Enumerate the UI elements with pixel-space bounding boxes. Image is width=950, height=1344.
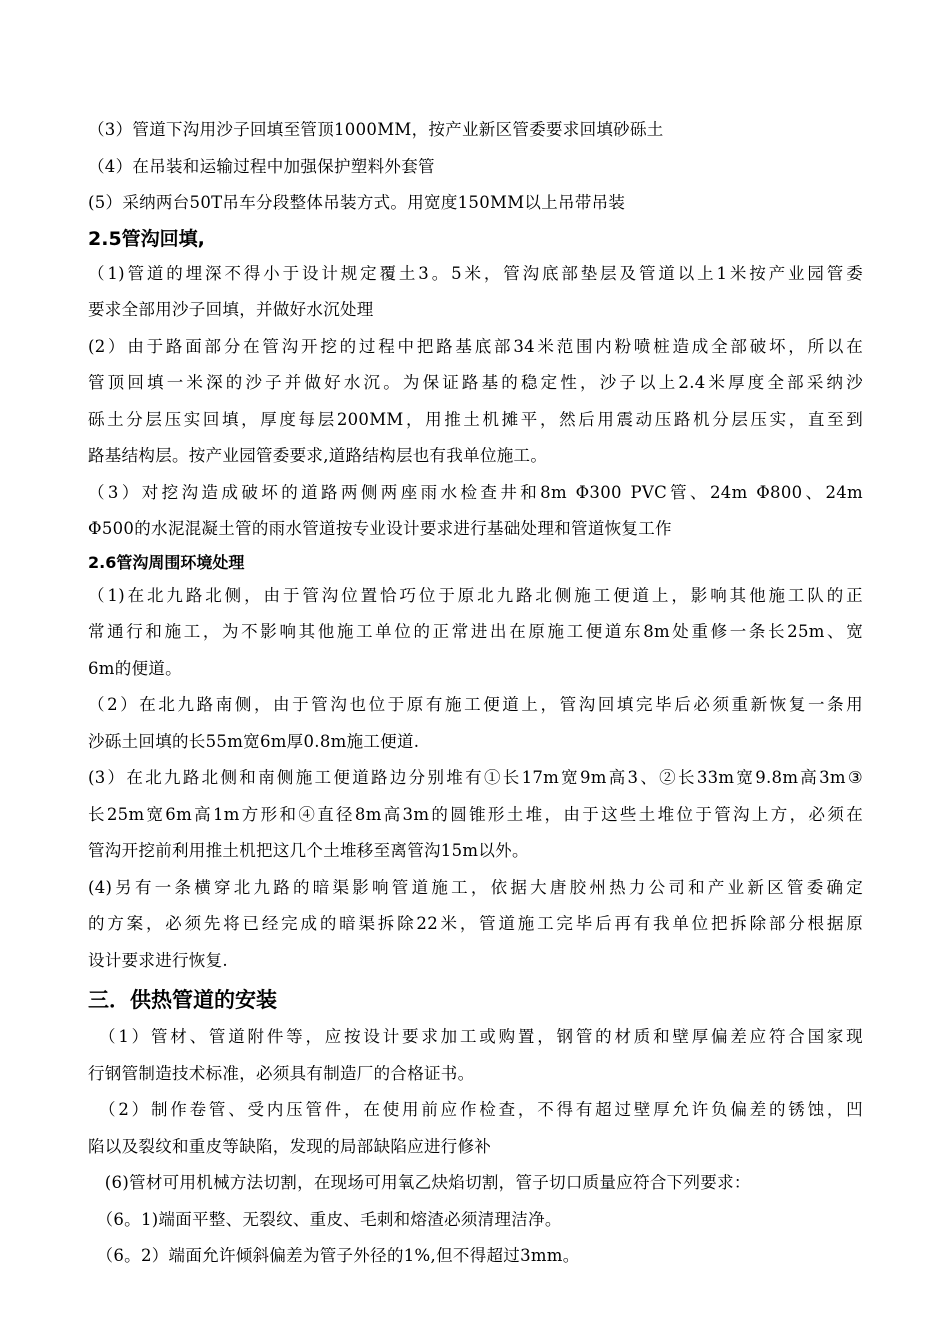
document-page	[88, 112, 863, 1275]
paragraph-line: 要求全部用沙子回填，并做好水沉处理	[88, 300, 374, 319]
paragraph-line: （1）管材、管道附件等，应按设计要求加工或购置，钢管的材质和壁厚偏差应符合国家现	[88, 1027, 863, 1046]
paragraph-line: 常通行和施工，为不影响其他施工单位的正常进出在原施工便道东8m处重修一条长25m、宽	[88, 622, 863, 641]
paragraph-line: （1)管道的埋深不得小于设计规定覆土3。5米，管沟底部垫层及管道以上1米按产业园管委	[88, 263, 863, 283]
paragraph-line: （6。1)端面平整、无裂纹、重皮、毛刺和熔渣必须清理洁净。	[88, 1209, 562, 1229]
paragraph-line: (5）采纳两台50T吊车分段整体吊装方式。用宽度150MM以上吊带吊装	[88, 193, 626, 212]
section-heading-2-6: 2.6管沟周围环境处理	[88, 552, 245, 572]
paragraph-line: 6m的便道。	[88, 658, 182, 678]
section-heading-2-5: 2.5管沟回填,	[88, 227, 205, 250]
paragraph-line: 行钢管制造技术标准，必须具有制造厂的合格证书。	[88, 1063, 475, 1083]
paragraph-line: （3）对挖沟造成破坏的道路两侧两座雨水检查井和8m Φ300 PVC管、24m Φ800、24m	[88, 482, 863, 502]
paragraph-line: (4)另有一条横穿北九路的暗渠影响管道施工，依据大唐胶州热力公司和产业新区管委确定	[88, 877, 863, 897]
paragraph-line: (6)管材可用机械方法切割，在现场可用氧乙炔焰切割，管子切口质量应符合下列要求：	[88, 1173, 751, 1192]
paragraph-line: （6。2）端面允许倾斜偏差为管子外径的1%,但不得超过3mm。	[88, 1246, 580, 1265]
paragraph-line: 设计要求进行恢复.	[88, 950, 228, 970]
paragraph-line: (3）在北九路北侧和南侧施工便道路边分别堆有①长17m宽9m高3、②长33m宽9.8m高3m③	[88, 768, 863, 787]
paragraph-line: 路基结构层。按产业园管委要求,道路结构层也有我单位施工。	[88, 446, 548, 465]
paragraph-line: （2）在北九路南侧，由于管沟也位于原有施工便道上，管沟回填完毕后必须重新恢复一条用	[88, 695, 863, 714]
paragraph-line: 砾土分层压实回填，厚度每层200MM，用推土机摊平，然后用震动压路机分层压实，直至到	[88, 409, 863, 429]
paragraph-line: Φ500的水泥混凝土管的雨水管道按专业设计要求进行基础处理和管道恢复工作	[88, 519, 672, 538]
paragraph-line: (2）由于路面部分在管沟开挖的过程中把路基底部34米范围内粉喷桩造成全部破坏，所以在	[88, 336, 863, 356]
paragraph-line: 管沟开挖前利用推土机把这几个土堆移至离管沟15m以外。	[88, 841, 529, 860]
paragraph-line: （1)在北九路北侧，由于管沟位置恰巧位于原北九路北侧施工便道上，影响其他施工队的正	[88, 585, 863, 605]
paragraph-line: （3）管道下沟用沙子回填至管顶1000MM，按产业新区管委要求回填砂砾土	[88, 120, 664, 139]
paragraph-line: 管顶回填一米深的沙子并做好水沉。为保证路基的稳定性，沙子以上2.4米厚度全部采纳沙	[88, 373, 863, 392]
paragraph-line: （2）制作卷管、受内压管件，在使用前应作检查，不得有超过壁厚允许负偏差的锈蚀，凹	[88, 1100, 863, 1119]
paragraph-line: 陷以及裂纹和重皮等缺陷，发现的局部缺陷应进行修补	[88, 1136, 492, 1156]
paragraph-line: 长25m宽6m高1m方形和④直径8m高3m的圆锥形土堆，由于这些土堆位于管沟上方，必须在	[88, 804, 863, 824]
chapter-heading-3: 三．供热管道的安装	[88, 988, 277, 1012]
paragraph-line: 的方案，必须先将已经完成的暗渠拆除22米，管道施工完毕后再有我单位把拆除部分根据原	[88, 914, 863, 933]
paragraph-line: 沙砾土回填的长55m宽6m厚0.8m施工便道.	[88, 731, 420, 751]
paragraph-line: （4）在吊装和运输过程中加强保护塑料外套管	[88, 156, 435, 176]
